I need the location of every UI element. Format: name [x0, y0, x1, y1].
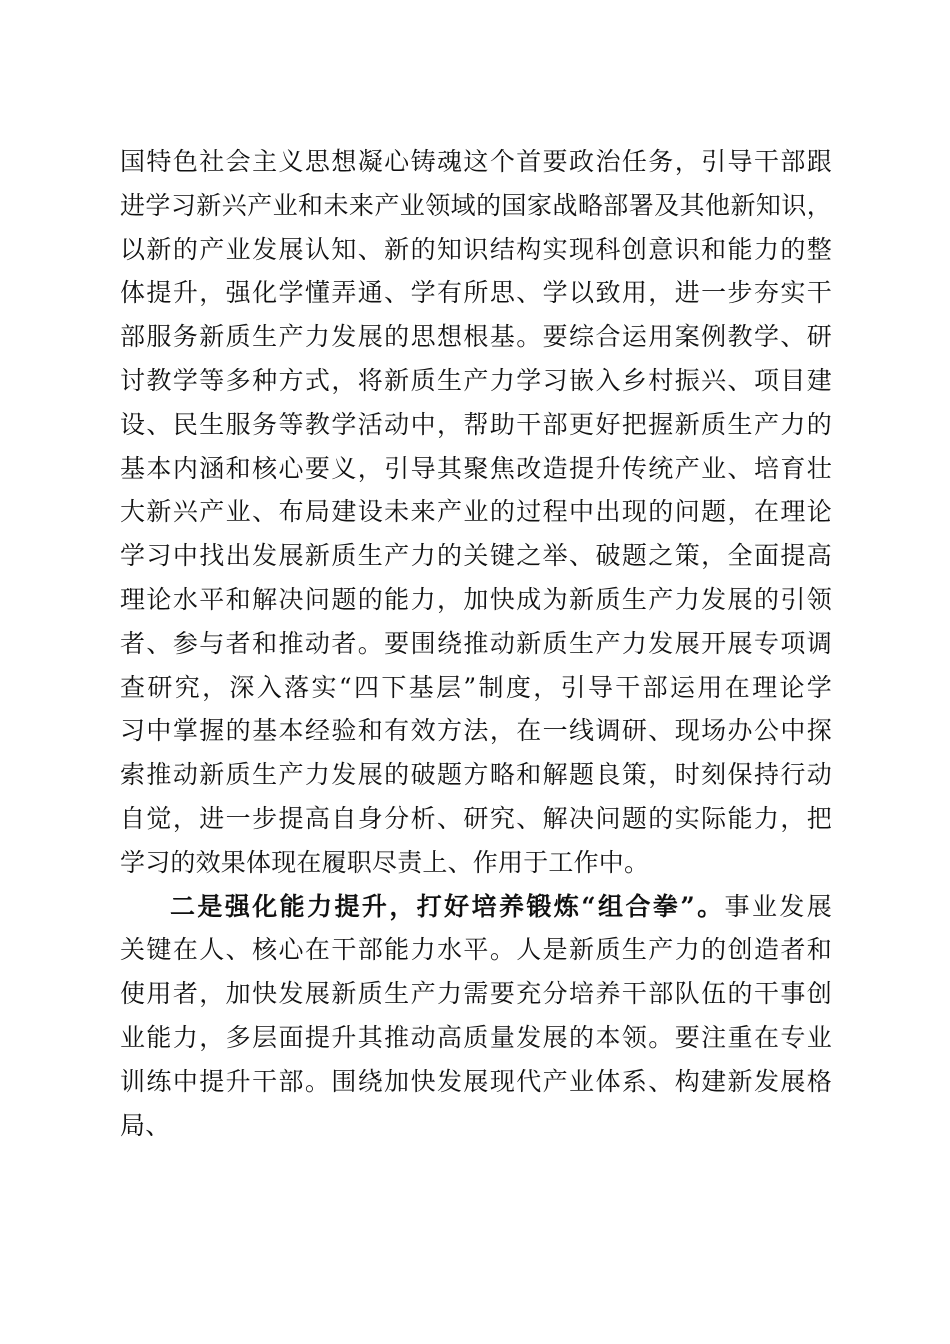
paragraph-line: 索推动新质生产力发展的破题方略和解题良策，时刻保持行动: [120, 760, 832, 790]
paragraph-line: 习中掌握的基本经验和有效方法，在一线调研、现场办公中探: [120, 716, 832, 746]
paragraph-line: 自觉，进一步提高自身分析、研究、解决问题的实际能力，把: [120, 803, 832, 833]
paragraph-line: 者、参与者和推动者。要围绕推动新质生产力发展开展专项调: [120, 628, 832, 658]
paragraph-line: 以新的产业发展认知、新的知识结构实现科创意识和能力的整: [120, 234, 832, 264]
paragraph-line: 国特色社会主义思想凝心铸魂这个首要政治任务，引导干部跟: [120, 147, 832, 176]
section-heading: 二是强化能力提升，打好培养锻炼“组合拳”。: [170, 891, 725, 921]
paragraph-line: 设、民生服务等教学活动中，帮助干部更好把握新质生产力的: [120, 409, 832, 439]
paragraph-line: 业能力，多层面提升其推动高质量发展的本领。要注重在专业: [120, 1022, 832, 1052]
paragraph-line: 关键在人、核心在干部能力水平。人是新质生产力的创造者和: [120, 935, 832, 965]
paragraph-line: 局、: [120, 1110, 171, 1140]
section-heading-line: [120, 885, 832, 929]
paragraph-line: 学习中找出发展新质生产力的关键之举、破题之策，全面提高: [120, 541, 832, 571]
paragraph-line: 查研究，深入落实“四下基层”制度，引导干部运用在理论学: [120, 672, 832, 702]
section-heading-tail: 事业发展: [724, 891, 832, 921]
paragraph-line: 部服务新质生产力发展的思想根基。要综合运用案例教学、研: [120, 322, 832, 352]
paragraph-line: 理论水平和解决问题的能力，加快成为新质生产力发展的引领: [120, 584, 832, 614]
paragraph-line: 使用者，加快发展新质生产力需要充分培养干部队伍的干事创: [120, 979, 832, 1009]
paragraph-line: 大新兴产业、布局建设未来产业的过程中出现的问题，在理论: [120, 497, 832, 527]
paragraph-line: 学习的效果体现在履职尽责上、作用于工作中。: [120, 847, 650, 877]
paragraph-line: 讨教学等多种方式，将新质生产力学习嵌入乡村振兴、项目建: [120, 365, 832, 395]
paragraph-line: 体提升，强化学懂弄通、学有所思、学以致用，进一步夯实干: [120, 278, 832, 308]
paragraph-line: 基本内涵和核心要义，引导其聚焦改造提升传统产业、培育壮: [120, 453, 832, 483]
document-body: [120, 140, 832, 1147]
paragraph-line: 进学习新兴产业和未来产业领域的国家战略部署及其他新知识，: [120, 190, 832, 220]
paragraph-line: 训练中提升干部。围绕加快发展现代产业体系、构建新发展格: [120, 1066, 832, 1096]
